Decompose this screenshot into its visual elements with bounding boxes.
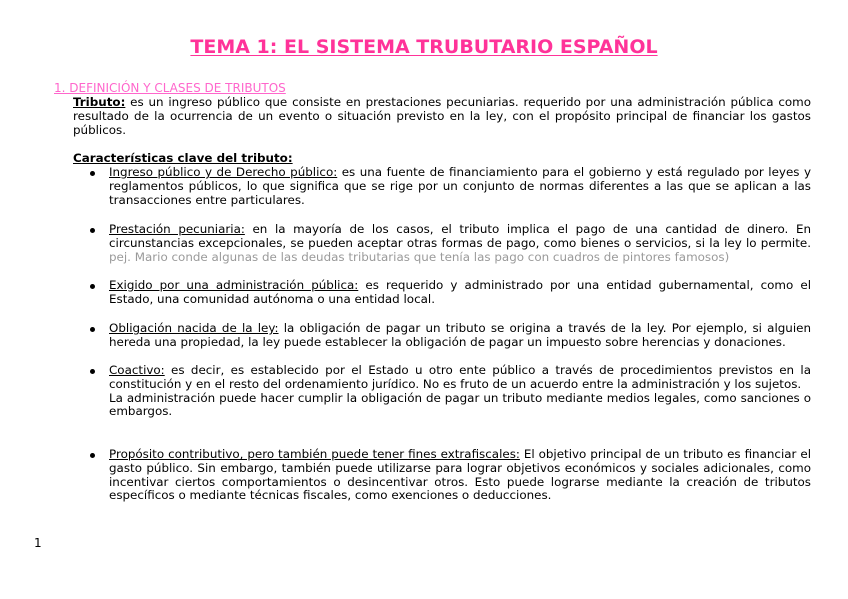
item-label: Propósito contributivo, pero también puede tener fines extrafiscales: bbox=[109, 447, 520, 461]
item-label: Prestación pecuniaria: bbox=[109, 222, 245, 236]
tributo-definition bbox=[73, 96, 811, 137]
list-item bbox=[109, 364, 811, 419]
item-text: la obligación de pagar un tributo se origina a través de la ley. Por ejemplo, si alguien hereda una propiedad, la ley puede establecer la obligación de pagar un impuesto sobre herencias y donaciones. bbox=[109, 321, 811, 349]
tributo-text: es un ingreso público que consiste en prestaciones pecuniarias. requerido por una administración pública como resultado de la ocurrencia de un evento o situación previsto en la ley, con el propósito principal de financiar los gastos públicos. bbox=[73, 95, 811, 137]
list-item bbox=[109, 322, 811, 350]
list-item bbox=[109, 223, 811, 264]
list-item bbox=[109, 279, 811, 307]
section-heading: 1. DEFINICIÓN Y CLASES DE TRIBUTOS bbox=[54, 81, 286, 95]
item-text-continued: La administración puede hacer cumplir la obligación de pagar un tributo mediante medios legales, como sanciones o embargos. bbox=[109, 390, 811, 419]
item-text: en la mayoría de los casos, el tributo implica el pago de una cantidad de dinero. En circunstancias excepcionales, se pueden aceptar otras formas de pago, como bienes o servicios, si la ley lo permite. bbox=[109, 222, 812, 250]
item-label: Coactivo: bbox=[109, 363, 165, 377]
item-label: Obligación nacida de la ley: bbox=[109, 321, 279, 335]
item-label: Exigido por una administración pública: bbox=[109, 278, 359, 292]
tributo-label: Tributo: bbox=[73, 95, 126, 109]
list-item bbox=[109, 166, 811, 207]
item-text: es una fuente de financiamiento para el gobierno y está regulado por leyes y reglamentos públicos, lo que significa que se rige por un conjunto de normas diferentes a las que se aplican a las transacciones entre particulares. bbox=[109, 165, 811, 207]
page-title: TEMA 1: EL SISTEMA TRUBUTARIO ESPAÑOL bbox=[190, 36, 658, 58]
item-label: Ingreso público y de Derecho público: bbox=[109, 165, 338, 179]
page-number: 1 bbox=[34, 536, 42, 550]
item-text: es requerido y administrado por una entidad gubernamental, como el Estado, una comunidad autónoma o una entidad local. bbox=[109, 278, 811, 306]
item-note: pej. Mario conde algunas de las deudas tributarias que tenía las pago con cuadros de pintores famosos) bbox=[109, 249, 730, 264]
item-text: El objetivo principal de un tributo es financiar el gasto público. Sin embargo, también puede utilizarse para lograr objetivos económicos y sociales adicionales, como incentivar ciertos comportamientos o desincentivar otros. Esto puede lograrse mediante la creación de tributos específicos o mediante técnicas fiscales, como exenciones o deducciones. bbox=[109, 447, 811, 503]
item-text: es decir, es establecido por el Estado u otro ente público a través de procedimientos previstos en la constitución y en el resto del ordenamiento jurídico. No es fruto de un acuerdo entre la administración y los sujetos. bbox=[109, 363, 811, 391]
characteristics-heading: Características clave del tributo: bbox=[73, 151, 293, 165]
list-item bbox=[109, 448, 811, 503]
